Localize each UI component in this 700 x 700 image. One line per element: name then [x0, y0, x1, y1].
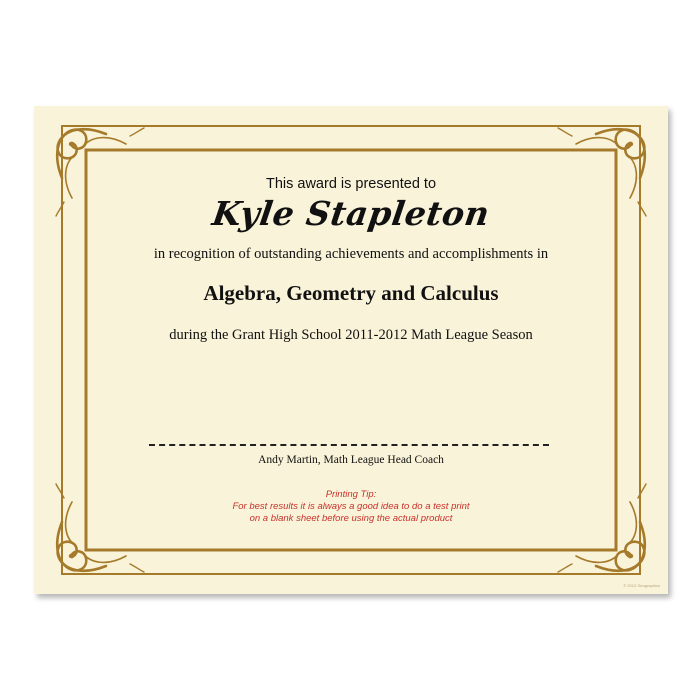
signature-line — [149, 444, 549, 446]
printing-tip-line-2: on a blank sheet before using the actual product — [249, 513, 453, 524]
copyright-text: © 2012 Geographics — [623, 583, 660, 588]
certificate-sheet — [34, 106, 668, 594]
printing-tip-title: Printing Tip: — [325, 489, 377, 500]
recognition-text: in recognition of outstanding achievements and accomplishments in — [153, 246, 549, 262]
season-text: during the Grant High School 2011-2012 Math League Season — [169, 327, 533, 343]
award-subject: Algebra, Geometry and Calculus — [203, 281, 499, 305]
presented-text: This award is presented to — [265, 176, 437, 192]
recipient-name: Kyle Stapleton — [209, 194, 493, 233]
signer-name: Andy Martin, Math League Head Coach — [258, 454, 444, 466]
printing-tip-line-1: For best results it is always a good idea to do a test print — [232, 501, 470, 512]
